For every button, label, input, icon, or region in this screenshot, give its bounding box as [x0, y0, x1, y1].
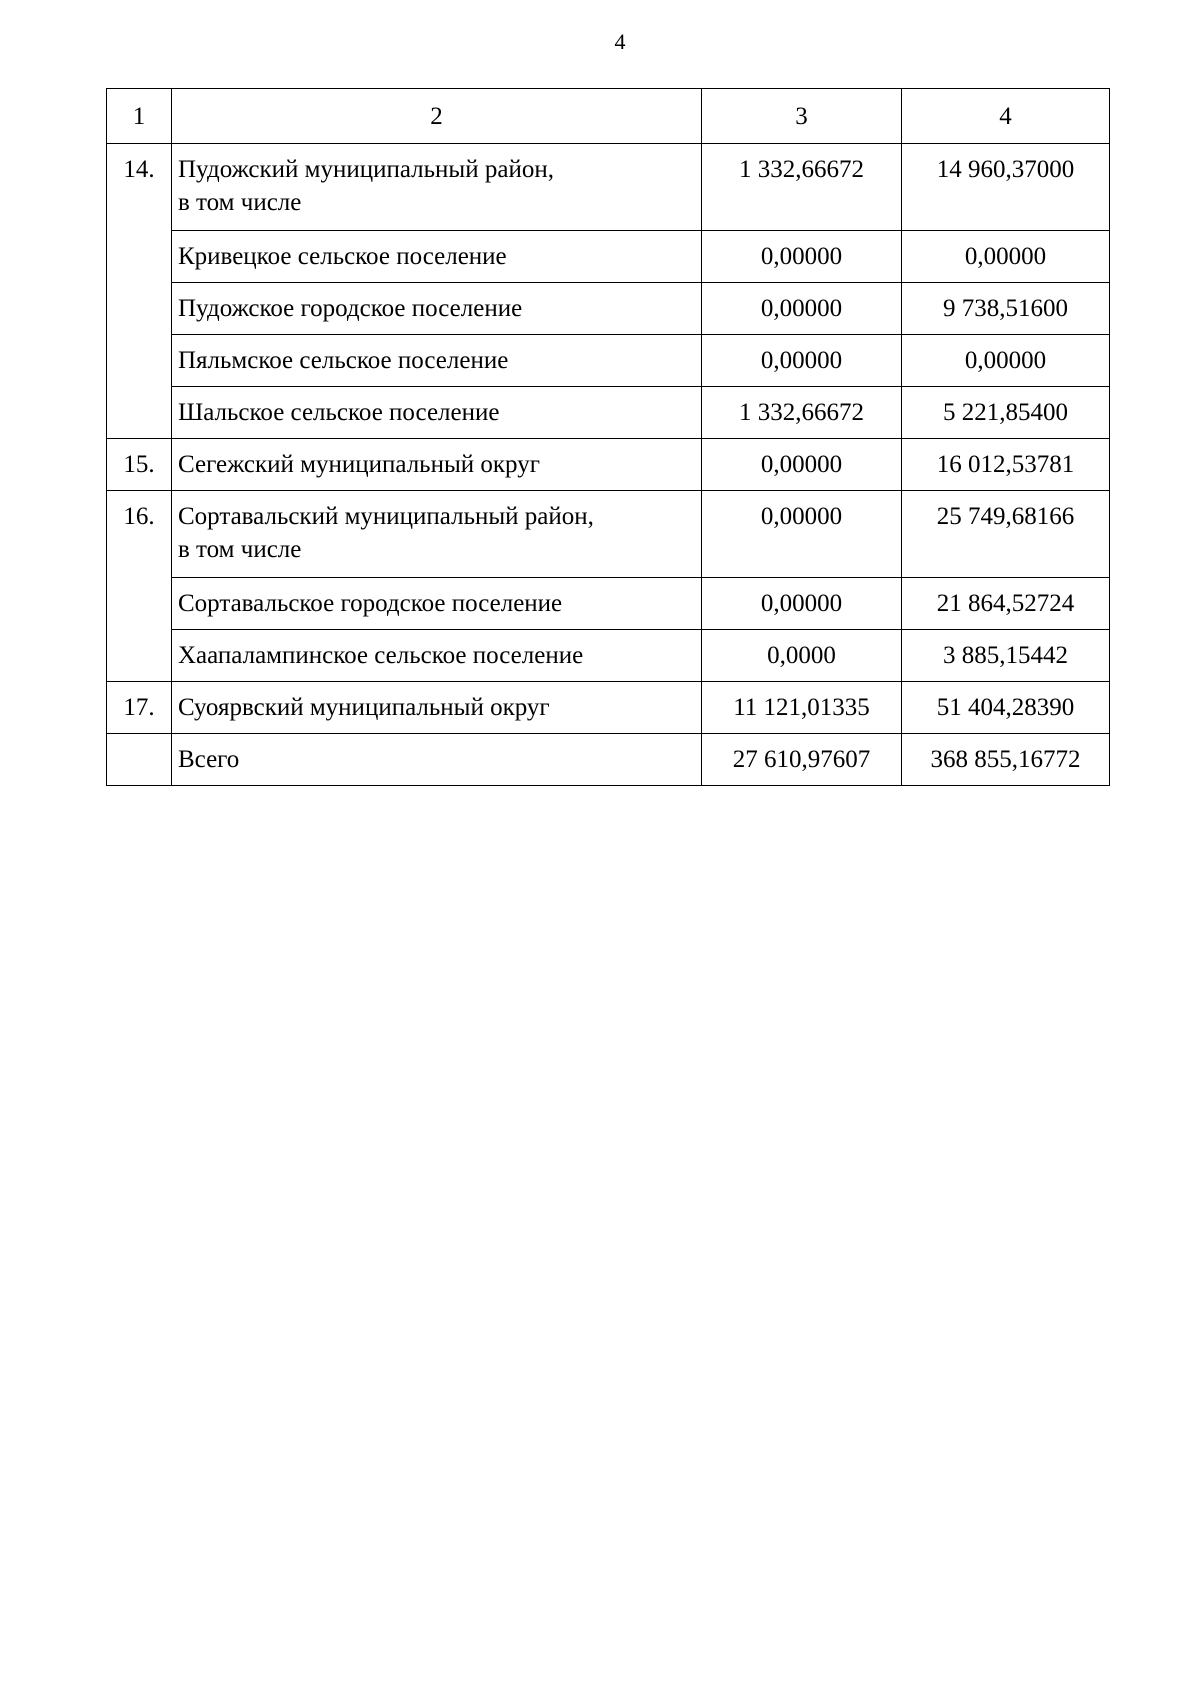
column-header: 2	[172, 89, 702, 144]
row-number	[107, 734, 172, 786]
page-number: 4	[614, 29, 626, 54]
row-value-col4: 0,00000	[902, 335, 1110, 387]
table-row	[107, 578, 1110, 630]
row-value-col4: 14 960,37000	[902, 144, 1110, 231]
row-number: 15.	[107, 439, 172, 491]
row-value-col3: 1 332,66672	[702, 387, 902, 439]
row-name-line: Сортавальский муниципальный район,	[178, 503, 594, 530]
row-value-col3: 0,0000	[702, 630, 902, 682]
row-value-col3: 0,00000	[702, 439, 902, 491]
column-header: 3	[702, 89, 902, 144]
table-row	[107, 144, 1110, 231]
table-row	[107, 682, 1110, 734]
table-row	[107, 283, 1110, 335]
row-name: Всего	[172, 734, 702, 786]
row-value-col4: 21 864,52724	[902, 578, 1110, 630]
row-value-col3: 11 121,01335	[702, 682, 902, 734]
table-row	[107, 491, 1110, 578]
row-value-col3: 0,00000	[702, 231, 902, 283]
row-name: Шальское сельское поселение	[172, 387, 702, 439]
row-number: 14.	[107, 144, 172, 439]
row-name	[172, 144, 702, 231]
row-name: Пудожское городское поселение	[172, 283, 702, 335]
table-total-row	[107, 734, 1110, 786]
row-name-line: в том числе	[178, 536, 302, 563]
row-value-col4: 3 885,15442	[902, 630, 1110, 682]
table-row	[107, 439, 1110, 491]
row-value-col4: 51 404,28390	[902, 682, 1110, 734]
row-value-col4: 0,00000	[902, 231, 1110, 283]
row-value-col4: 16 012,53781	[902, 439, 1110, 491]
row-value-col3: 0,00000	[702, 283, 902, 335]
row-name: Суоярвский муниципальный округ	[172, 682, 702, 734]
row-value-col4: 25 749,68166	[902, 491, 1110, 578]
table-row	[107, 630, 1110, 682]
row-name: Сегежский муниципальный округ	[172, 439, 702, 491]
row-name	[172, 491, 702, 578]
table-header-row	[107, 89, 1110, 144]
row-value-col3: 0,00000	[702, 578, 902, 630]
row-name: Кривецкое сельское поселение	[172, 231, 702, 283]
row-value-col3: 0,00000	[702, 491, 902, 578]
row-value-col3: 1 332,66672	[702, 144, 902, 231]
row-name: Хаапалампинское сельское поселение	[172, 630, 702, 682]
table-row	[107, 387, 1110, 439]
row-number: 17.	[107, 682, 172, 734]
row-name-line: Пудожский муниципальный район,	[178, 156, 554, 183]
table-row	[107, 231, 1110, 283]
column-header: 1	[107, 89, 172, 144]
row-value-col4: 368 855,16772	[902, 734, 1110, 786]
row-name-line: в том числе	[178, 189, 302, 216]
column-header: 4	[902, 89, 1110, 144]
row-value-col4: 9 738,51600	[902, 283, 1110, 335]
row-number: 16.	[107, 491, 172, 682]
table-row	[107, 335, 1110, 387]
row-name: Пяльмское сельское поселение	[172, 335, 702, 387]
row-name: Сортавальское городское поселение	[172, 578, 702, 630]
data-table	[106, 88, 1110, 786]
row-value-col3: 0,00000	[702, 335, 902, 387]
row-value-col3: 27 610,97607	[702, 734, 902, 786]
row-value-col4: 5 221,85400	[902, 387, 1110, 439]
